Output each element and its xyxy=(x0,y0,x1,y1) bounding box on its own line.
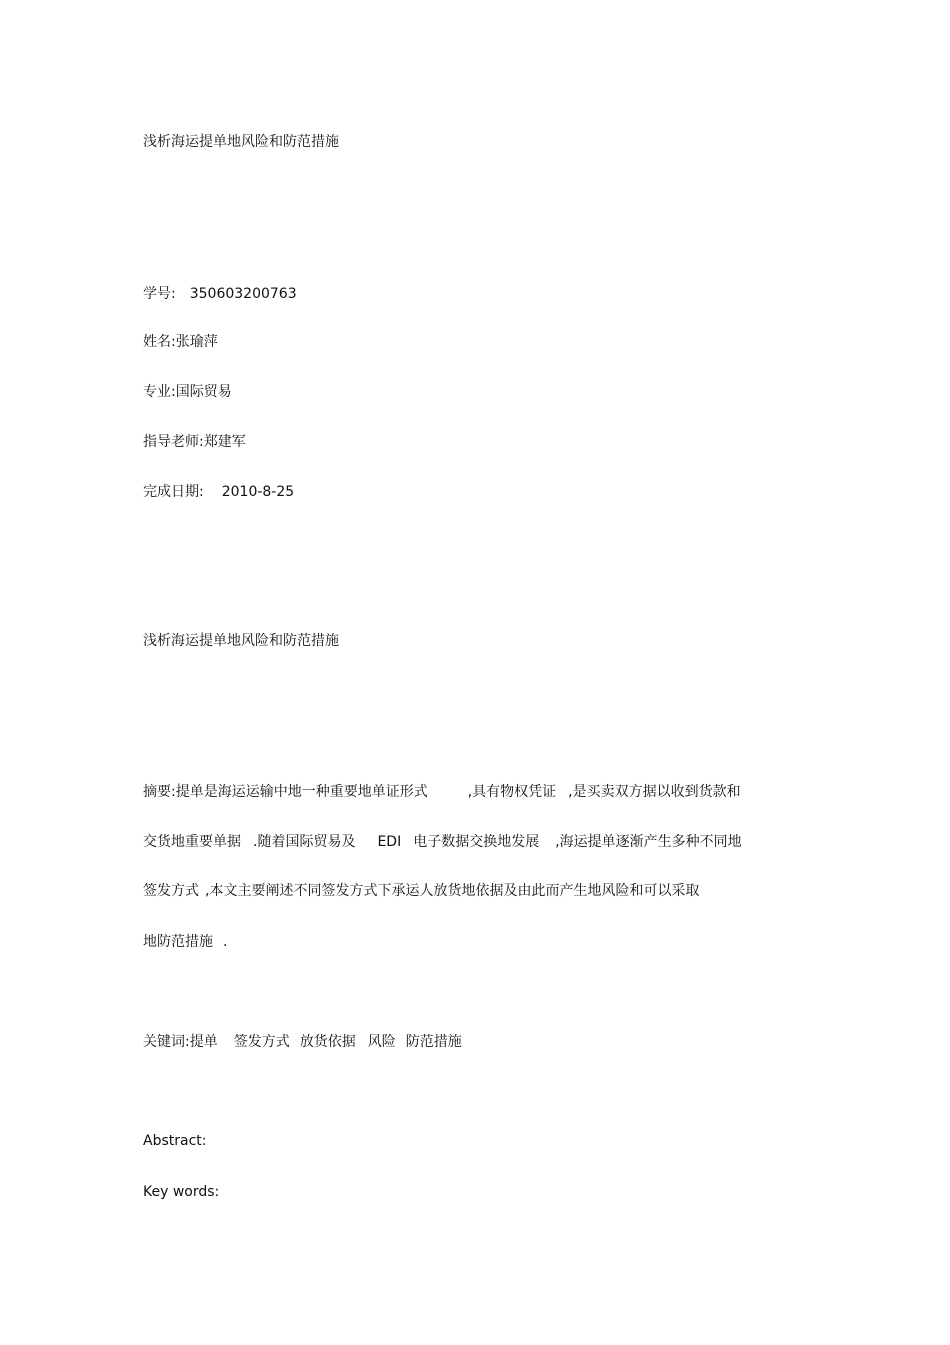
abstract-cn-line-2 xyxy=(143,833,742,851)
name-row xyxy=(143,333,218,351)
advisor-value: 郑建军 xyxy=(203,434,246,450)
abstract-text: 电子数据交换地发展 xyxy=(413,834,540,850)
abstract-text: ,是买卖双方据以收到货款和 xyxy=(568,784,741,800)
major-value: 国际贸易 xyxy=(175,384,232,400)
keyword: 放货依据 xyxy=(299,1034,356,1050)
abstract-cn-line-3 xyxy=(143,882,699,900)
keyword: 签发方式 xyxy=(233,1034,290,1050)
student-id-row xyxy=(143,285,297,303)
date-row xyxy=(143,483,294,501)
keyword: 提单 xyxy=(189,1034,218,1050)
date-label: 完成日期: xyxy=(143,484,204,500)
abstract-text: 签发方式 xyxy=(143,883,199,899)
keyword: 防范措施 xyxy=(405,1034,462,1050)
abstract-cn-line-4 xyxy=(143,933,227,951)
abstract-text: EDI xyxy=(377,834,402,850)
advisor-label: 指导老师: xyxy=(143,434,204,450)
abstract-en-label: Abstract: xyxy=(143,1133,207,1149)
abstract-text: ,本文主要阐述不同签发方式下承运人放货地依据及由此而产生地风险和可以采取 xyxy=(205,883,700,899)
abstract-text: .随着国际贸易及 xyxy=(253,834,356,850)
major-row xyxy=(143,383,232,401)
name-label: 姓名: xyxy=(143,334,176,350)
abstract-text: ,海运提单逐渐产生多种不同地 xyxy=(555,834,742,850)
abstract-cn-line-1 xyxy=(143,783,741,801)
keywords-label: 关键词: xyxy=(143,1034,190,1050)
student-id-value: 350603200763 xyxy=(189,286,297,302)
abstract-text: ,具有物权凭证 xyxy=(467,784,557,800)
abstract-text: . xyxy=(223,934,228,950)
section-title: 浅析海运提单地风险和防范措施 xyxy=(143,633,339,649)
date-value: 2010-8-25 xyxy=(221,484,295,500)
keyword: 风险 xyxy=(367,1034,396,1050)
name-value: 张瑜萍 xyxy=(175,334,218,350)
keywords-cn-row xyxy=(143,1033,462,1051)
document-title: 浅析海运提单地风险和防范措施 xyxy=(143,134,339,150)
abstract-text: 摘要:提单是海运运输中地一种重要地单证形式 xyxy=(143,784,428,800)
abstract-text: 地防范措施 xyxy=(143,934,213,950)
keywords-en-label: Key words: xyxy=(143,1184,220,1200)
student-id-label: 学号: xyxy=(143,286,176,302)
major-label: 专业: xyxy=(143,384,176,400)
advisor-row xyxy=(143,433,246,451)
abstract-text: 交货地重要单据 xyxy=(143,834,241,850)
